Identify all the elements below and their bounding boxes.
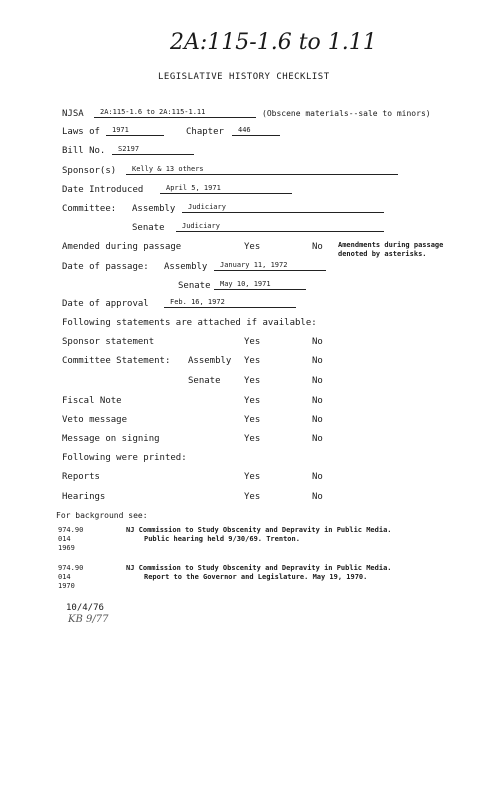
statement-label: Veto message xyxy=(62,415,128,425)
committee-assembly-value: Judiciary xyxy=(182,203,384,213)
date-approval-label: Date of approval xyxy=(62,299,149,309)
chapter-label: Chapter xyxy=(186,127,224,137)
amended-no: No xyxy=(312,242,323,252)
statement-yes: Yes xyxy=(244,396,261,406)
date-passage-assembly-label: Assembly xyxy=(164,262,208,272)
njsa-note: (Obscene materials--sale to minors) xyxy=(262,109,431,118)
footer-date: 10/4/76 xyxy=(66,603,104,613)
amended-note-line1: Amendments during passage xyxy=(338,241,444,249)
statement-sub-label: Assembly xyxy=(188,356,232,366)
reference-call-number: 974.90 xyxy=(58,564,84,572)
statement-label: Fiscal Note xyxy=(62,396,122,406)
statement-label: Committee Statement: xyxy=(62,356,171,366)
reference-call-number: 014 xyxy=(58,573,71,581)
statement-label: Message on signing xyxy=(62,434,160,444)
date-introduced-label: Date Introduced xyxy=(62,185,144,195)
attached-heading: Following statements are attached if available: xyxy=(62,318,317,328)
reference-line: NJ Commission to Study Obscenity and Depravity in Public Media. xyxy=(126,564,392,572)
statement-no: No xyxy=(312,376,323,386)
statement-sub-label: Senate xyxy=(188,376,221,386)
reference-call-number: 1969 xyxy=(58,544,75,552)
handwritten-title: 2A:115-1.6 to 1.11 xyxy=(170,30,377,55)
statement-yes: Yes xyxy=(244,415,261,425)
chapter-value: 446 xyxy=(232,126,280,136)
printed-label: Reports xyxy=(62,472,100,482)
amended-note-line2: denoted by asterisks. xyxy=(338,250,427,258)
laws-label: Laws of xyxy=(62,127,100,137)
date-passage-senate-label: Senate xyxy=(178,281,211,291)
bill-value: S2197 xyxy=(112,145,194,155)
printed-yes: Yes xyxy=(244,492,261,502)
statement-yes: Yes xyxy=(244,376,261,386)
statement-label: Sponsor statement xyxy=(62,337,155,347)
laws-year: 1971 xyxy=(106,126,164,136)
form-title: LEGISLATIVE HISTORY CHECKLIST xyxy=(158,72,330,82)
reference-call-number: 974.90 xyxy=(58,526,84,534)
statement-no: No xyxy=(312,356,323,366)
bill-label: Bill No. xyxy=(62,146,106,156)
statement-no: No xyxy=(312,396,323,406)
printed-no: No xyxy=(312,492,323,502)
committee-senate-label: Senate xyxy=(132,223,165,233)
date-approval-value: Feb. 16, 1972 xyxy=(164,298,296,308)
statement-no: No xyxy=(312,434,323,444)
reference-call-number: 1970 xyxy=(58,582,75,590)
date-introduced-value: April 5, 1971 xyxy=(160,184,292,194)
printed-yes: Yes xyxy=(244,472,261,482)
njsa-label: NJSA xyxy=(62,109,84,119)
statement-no: No xyxy=(312,415,323,425)
date-passage-label: Date of passage: xyxy=(62,262,149,272)
sponsors-value: Kelly & 13 others xyxy=(126,165,398,175)
statement-yes: Yes xyxy=(244,337,261,347)
statement-yes: Yes xyxy=(244,434,261,444)
committee-assembly-label: Assembly xyxy=(132,204,176,214)
reference-call-number: 014 xyxy=(58,535,71,543)
amended-yes: Yes xyxy=(244,242,261,252)
reference-line: Report to the Governor and Legislature. May 19, 1970. xyxy=(144,573,368,581)
statement-yes: Yes xyxy=(244,356,261,366)
reference-line: NJ Commission to Study Obscenity and Depravity in Public Media. xyxy=(126,526,392,534)
printed-no: No xyxy=(312,472,323,482)
amended-label: Amended during passage xyxy=(62,242,182,252)
date-passage-senate-value: May 10, 1971 xyxy=(214,280,306,290)
statement-no: No xyxy=(312,337,323,347)
committee-senate-value: Judiciary xyxy=(176,222,384,232)
reference-line: Public hearing held 9/30/69. Trenton. xyxy=(144,535,300,543)
background-heading: For background see: xyxy=(56,511,148,520)
printed-heading: Following were printed: xyxy=(62,453,187,463)
njsa-value: 2A:115-1.6 to 2A:115-1.11 xyxy=(94,108,256,118)
footer-initials: KB 9/77 xyxy=(68,614,109,625)
committee-label: Committee: xyxy=(62,204,117,214)
printed-label: Hearings xyxy=(62,492,106,502)
date-passage-assembly-value: January 11, 1972 xyxy=(214,261,326,271)
sponsors-label: Sponsor(s) xyxy=(62,166,117,176)
